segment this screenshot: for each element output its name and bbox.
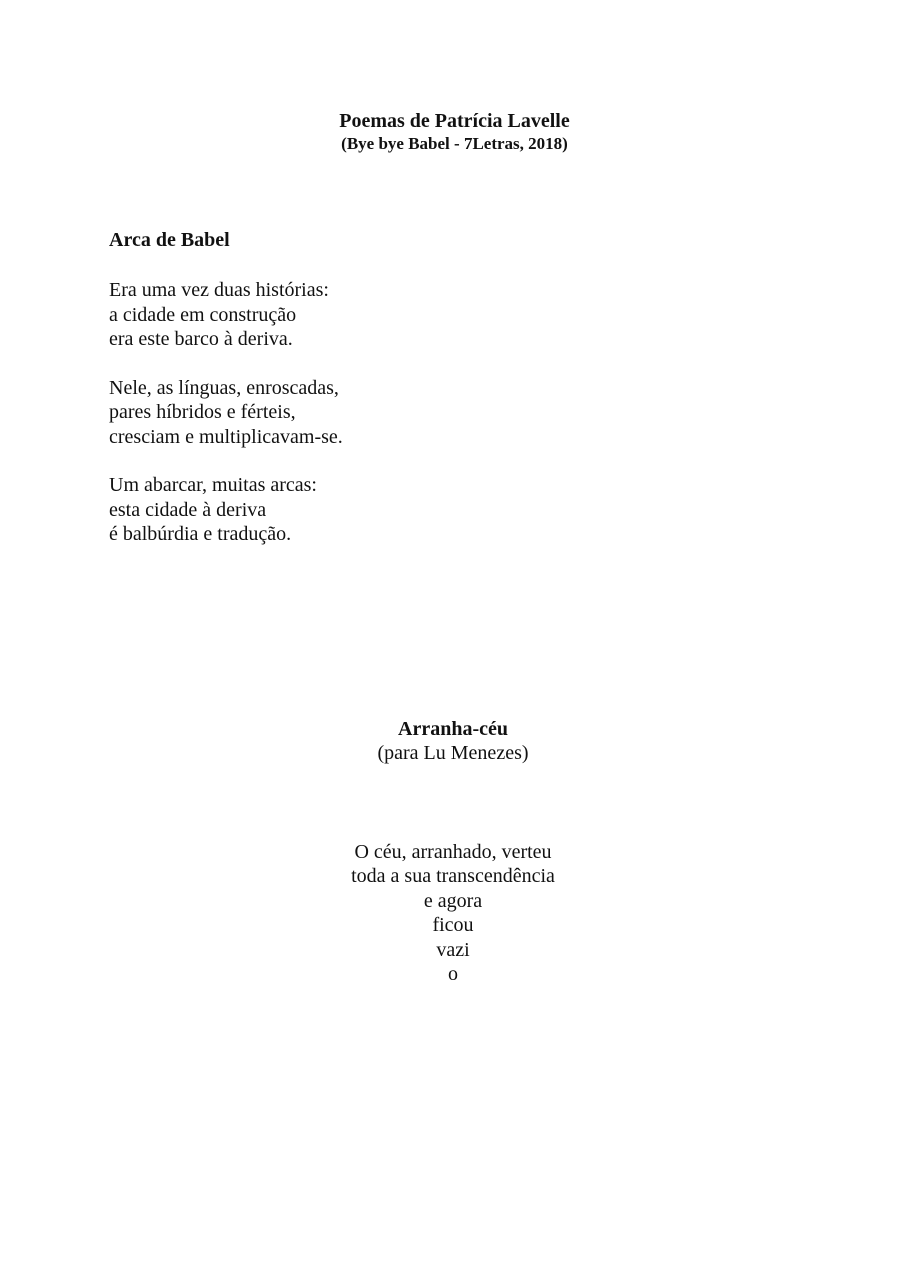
stanza-3 [109, 473, 609, 547]
poem-line: Era uma vez duas histórias: [109, 279, 329, 301]
poem-arca-de-babel [109, 228, 609, 571]
poem-line: e agora [423, 889, 483, 912]
poem-line: pares híbridos e férteis, [109, 401, 296, 423]
document-title: Poemas de Patrícia Lavelle [339, 110, 570, 132]
poem-line: o [448, 963, 458, 986]
stanza-1 [109, 278, 609, 352]
poem-line: era este barco à deriva. [109, 328, 293, 350]
poem-line: Nele, as línguas, enroscadas, [109, 376, 339, 399]
stanza-2 [109, 376, 609, 450]
document-subtitle: (Bye bye Babel - 7Letras, 2018) [341, 134, 568, 153]
poem-line: cresciam e multiplicavam-se. [109, 425, 343, 448]
poem-dedication: (para Lu Menezes) [377, 742, 529, 764]
poem-line: Um abarcar, muitas arcas: [109, 474, 317, 496]
poem-line: O céu, arranhado, verteu [354, 841, 552, 863]
poem-arranha-ceu [0, 840, 906, 986]
poem-line: a cidade em construção [109, 303, 297, 326]
poem-title: Arranha-céu [398, 718, 508, 740]
poem-line: esta cidade à deriva [109, 498, 267, 521]
poem-line: toda a sua transcendência [351, 865, 555, 888]
poem-line: ficou [432, 914, 474, 937]
poem-line: é balbúrdia e tradução. [109, 523, 292, 545]
poem-title: Arca de Babel [109, 229, 230, 251]
poem-line: vazi [436, 938, 470, 961]
